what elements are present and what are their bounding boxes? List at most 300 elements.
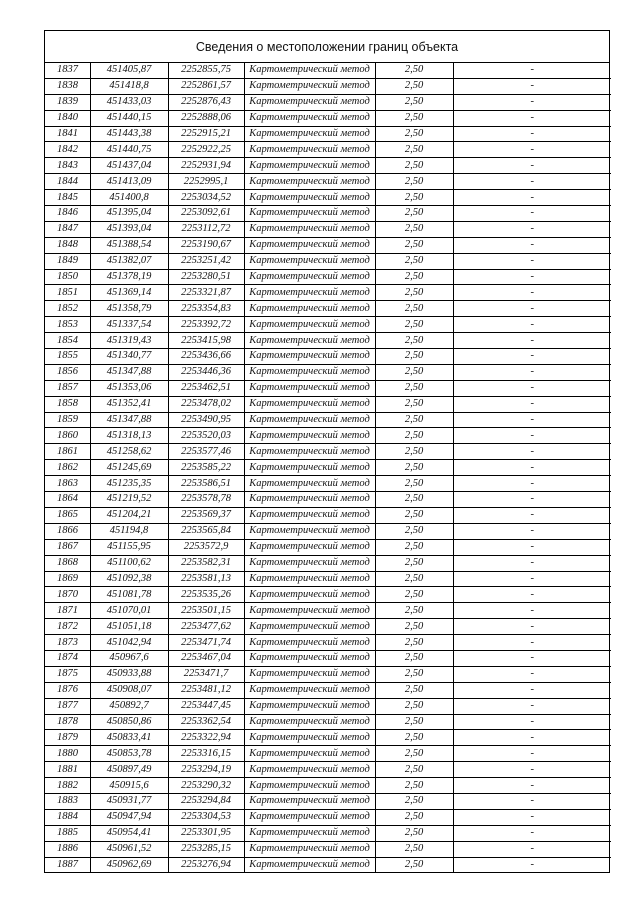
table-row [45, 682, 611, 698]
precision-cell: 2,50 [375, 507, 453, 523]
method-cell: Картометрический метод [244, 158, 375, 174]
table-row [45, 539, 611, 555]
x-coordinate-cell: 450892,7 [90, 698, 168, 714]
y-coordinate-cell: 2253565,84 [168, 523, 244, 539]
point-number-cell: 1880 [45, 746, 90, 762]
table-row [45, 206, 611, 222]
point-number-cell: 1863 [45, 476, 90, 492]
description-cell: - [453, 237, 611, 253]
precision-cell: 2,50 [375, 603, 453, 619]
method-cell: Картометрический метод [244, 253, 375, 269]
y-coordinate-cell: 2253321,87 [168, 285, 244, 301]
x-coordinate-cell: 451433,03 [90, 94, 168, 110]
y-coordinate-cell: 2253569,37 [168, 507, 244, 523]
precision-cell: 2,50 [375, 206, 453, 222]
point-number-cell: 1840 [45, 110, 90, 126]
point-number-cell: 1868 [45, 555, 90, 571]
precision-cell: 2,50 [375, 460, 453, 476]
description-cell: - [453, 190, 611, 206]
x-coordinate-cell: 451413,09 [90, 174, 168, 190]
precision-cell: 2,50 [375, 809, 453, 825]
table-row [45, 698, 611, 714]
method-cell: Картометрический метод [244, 190, 375, 206]
point-number-cell: 1871 [45, 603, 90, 619]
precision-cell: 2,50 [375, 317, 453, 333]
precision-cell: 2,50 [375, 412, 453, 428]
description-cell: - [453, 63, 611, 78]
x-coordinate-cell: 451393,04 [90, 221, 168, 237]
y-coordinate-cell: 2253447,45 [168, 698, 244, 714]
point-number-cell: 1881 [45, 762, 90, 778]
precision-cell: 2,50 [375, 142, 453, 158]
table-row [45, 63, 611, 78]
x-coordinate-cell: 451378,19 [90, 269, 168, 285]
x-coordinate-cell: 451042,94 [90, 635, 168, 651]
point-number-cell: 1885 [45, 825, 90, 841]
x-coordinate-cell: 450954,41 [90, 825, 168, 841]
table-row [45, 841, 611, 857]
method-cell: Картометрический метод [244, 539, 375, 555]
description-cell: - [453, 142, 611, 158]
y-coordinate-cell: 2253471,74 [168, 635, 244, 651]
method-cell: Картометрический метод [244, 174, 375, 190]
table-row [45, 142, 611, 158]
table-row [45, 412, 611, 428]
description-cell: - [453, 333, 611, 349]
x-coordinate-cell: 450915,6 [90, 778, 168, 794]
y-coordinate-cell: 2253294,84 [168, 793, 244, 809]
precision-cell: 2,50 [375, 635, 453, 651]
y-coordinate-cell: 2253112,72 [168, 221, 244, 237]
precision-cell: 2,50 [375, 158, 453, 174]
point-number-cell: 1864 [45, 492, 90, 508]
precision-cell: 2,50 [375, 94, 453, 110]
method-cell: Картометрический метод [244, 349, 375, 365]
description-cell: - [453, 539, 611, 555]
method-cell: Картометрический метод [244, 206, 375, 222]
table-row [45, 635, 611, 651]
description-cell: - [453, 571, 611, 587]
x-coordinate-cell: 451400,8 [90, 190, 168, 206]
method-cell: Картометрический метод [244, 333, 375, 349]
point-number-cell: 1882 [45, 778, 90, 794]
description-cell: - [453, 666, 611, 682]
x-coordinate-cell: 451352,41 [90, 396, 168, 412]
point-number-cell: 1844 [45, 174, 90, 190]
y-coordinate-cell: 2253354,83 [168, 301, 244, 317]
x-coordinate-cell: 451443,38 [90, 126, 168, 142]
table-row [45, 460, 611, 476]
x-coordinate-cell: 451347,88 [90, 412, 168, 428]
y-coordinate-cell: 2252855,75 [168, 63, 244, 78]
description-cell: - [453, 253, 611, 269]
precision-cell: 2,50 [375, 571, 453, 587]
point-number-cell: 1854 [45, 333, 90, 349]
precision-cell: 2,50 [375, 492, 453, 508]
description-cell: - [453, 793, 611, 809]
table-row [45, 492, 611, 508]
x-coordinate-cell: 451194,8 [90, 523, 168, 539]
table-row [45, 793, 611, 809]
table-row [45, 603, 611, 619]
method-cell: Картометрический метод [244, 587, 375, 603]
description-cell: - [453, 301, 611, 317]
y-coordinate-cell: 2253462,51 [168, 380, 244, 396]
description-cell: - [453, 412, 611, 428]
method-cell: Картометрический метод [244, 317, 375, 333]
x-coordinate-cell: 450931,77 [90, 793, 168, 809]
point-number-cell: 1845 [45, 190, 90, 206]
precision-cell: 2,50 [375, 428, 453, 444]
table-row [45, 619, 611, 635]
table-row [45, 237, 611, 253]
description-cell: - [453, 158, 611, 174]
x-coordinate-cell: 451204,21 [90, 507, 168, 523]
table-row [45, 476, 611, 492]
method-cell: Картометрический метод [244, 507, 375, 523]
description-cell: - [453, 269, 611, 285]
precision-cell: 2,50 [375, 126, 453, 142]
y-coordinate-cell: 2253251,42 [168, 253, 244, 269]
precision-cell: 2,50 [375, 587, 453, 603]
table-row [45, 364, 611, 380]
y-coordinate-cell: 2252931,94 [168, 158, 244, 174]
precision-cell: 2,50 [375, 523, 453, 539]
x-coordinate-cell: 451388,54 [90, 237, 168, 253]
x-coordinate-cell: 451437,04 [90, 158, 168, 174]
method-cell: Картометрический метод [244, 619, 375, 635]
method-cell: Картометрический метод [244, 460, 375, 476]
table-row [45, 762, 611, 778]
x-coordinate-cell: 451418,8 [90, 78, 168, 94]
description-cell: - [453, 857, 611, 872]
point-number-cell: 1839 [45, 94, 90, 110]
point-number-cell: 1848 [45, 237, 90, 253]
method-cell: Картометрический метод [244, 778, 375, 794]
x-coordinate-cell: 450897,49 [90, 762, 168, 778]
description-cell: - [453, 650, 611, 666]
description-cell: - [453, 619, 611, 635]
precision-cell: 2,50 [375, 237, 453, 253]
precision-cell: 2,50 [375, 110, 453, 126]
table-row [45, 825, 611, 841]
method-cell: Картометрический метод [244, 301, 375, 317]
y-coordinate-cell: 2253294,19 [168, 762, 244, 778]
x-coordinate-cell: 450967,6 [90, 650, 168, 666]
method-cell: Картометрический метод [244, 412, 375, 428]
x-coordinate-cell: 451081,78 [90, 587, 168, 603]
y-coordinate-cell: 2253301,95 [168, 825, 244, 841]
method-cell: Картометрический метод [244, 428, 375, 444]
method-cell: Картометрический метод [244, 63, 375, 78]
table-row [45, 666, 611, 682]
method-cell: Картометрический метод [244, 730, 375, 746]
table-row [45, 507, 611, 523]
description-cell: - [453, 635, 611, 651]
method-cell: Картометрический метод [244, 793, 375, 809]
x-coordinate-cell: 451092,38 [90, 571, 168, 587]
x-coordinate-cell: 451382,07 [90, 253, 168, 269]
method-cell: Картометрический метод [244, 762, 375, 778]
y-coordinate-cell: 2253477,62 [168, 619, 244, 635]
point-number-cell: 1841 [45, 126, 90, 142]
table-row [45, 126, 611, 142]
table-row [45, 555, 611, 571]
method-cell: Картометрический метод [244, 666, 375, 682]
x-coordinate-cell: 451100,62 [90, 555, 168, 571]
description-cell: - [453, 94, 611, 110]
y-coordinate-cell: 2253446,36 [168, 364, 244, 380]
method-cell: Картометрический метод [244, 444, 375, 460]
description-cell: - [453, 444, 611, 460]
method-cell: Картометрический метод [244, 94, 375, 110]
x-coordinate-cell: 451219,52 [90, 492, 168, 508]
y-coordinate-cell: 2253304,53 [168, 809, 244, 825]
precision-cell: 2,50 [375, 444, 453, 460]
table-row [45, 333, 611, 349]
point-number-cell: 1852 [45, 301, 90, 317]
x-coordinate-cell: 450962,69 [90, 857, 168, 872]
description-cell: - [453, 221, 611, 237]
y-coordinate-cell: 2253577,46 [168, 444, 244, 460]
table-row [45, 285, 611, 301]
table-row [45, 730, 611, 746]
point-number-cell: 1869 [45, 571, 90, 587]
description-cell: - [453, 396, 611, 412]
description-cell: - [453, 317, 611, 333]
y-coordinate-cell: 2253585,22 [168, 460, 244, 476]
x-coordinate-cell: 451340,77 [90, 349, 168, 365]
method-cell: Картометрический метод [244, 809, 375, 825]
table-row [45, 571, 611, 587]
y-coordinate-cell: 2253316,15 [168, 746, 244, 762]
table-row [45, 301, 611, 317]
table-row [45, 857, 611, 872]
method-cell: Картометрический метод [244, 682, 375, 698]
point-number-cell: 1861 [45, 444, 90, 460]
description-cell: - [453, 460, 611, 476]
x-coordinate-cell: 451051,18 [90, 619, 168, 635]
x-coordinate-cell: 450853,78 [90, 746, 168, 762]
x-coordinate-cell: 451440,15 [90, 110, 168, 126]
method-cell: Картометрический метод [244, 221, 375, 237]
precision-cell: 2,50 [375, 364, 453, 380]
x-coordinate-cell: 451070,01 [90, 603, 168, 619]
table-row [45, 110, 611, 126]
precision-cell: 2,50 [375, 714, 453, 730]
point-number-cell: 1857 [45, 380, 90, 396]
precision-cell: 2,50 [375, 666, 453, 682]
x-coordinate-cell: 451405,87 [90, 63, 168, 78]
point-number-cell: 1862 [45, 460, 90, 476]
description-cell: - [453, 762, 611, 778]
method-cell: Картометрический метод [244, 650, 375, 666]
precision-cell: 2,50 [375, 762, 453, 778]
description-cell: - [453, 507, 611, 523]
table-row [45, 190, 611, 206]
precision-cell: 2,50 [375, 555, 453, 571]
table-row [45, 523, 611, 539]
y-coordinate-cell: 2253034,52 [168, 190, 244, 206]
x-coordinate-cell: 451337,54 [90, 317, 168, 333]
x-coordinate-cell: 451347,88 [90, 364, 168, 380]
point-number-cell: 1860 [45, 428, 90, 444]
x-coordinate-cell: 451155,95 [90, 539, 168, 555]
precision-cell: 2,50 [375, 539, 453, 555]
method-cell: Картометрический метод [244, 635, 375, 651]
table-title: Сведения о местоположении границ объекта [45, 31, 609, 63]
description-cell: - [453, 730, 611, 746]
description-cell: - [453, 778, 611, 794]
method-cell: Картометрический метод [244, 237, 375, 253]
y-coordinate-cell: 2253436,66 [168, 349, 244, 365]
x-coordinate-cell: 451245,69 [90, 460, 168, 476]
point-number-cell: 1865 [45, 507, 90, 523]
table-row [45, 778, 611, 794]
x-coordinate-cell: 450850,86 [90, 714, 168, 730]
method-cell: Картометрический метод [244, 285, 375, 301]
method-cell: Картометрический метод [244, 364, 375, 380]
x-coordinate-cell: 451353,06 [90, 380, 168, 396]
point-number-cell: 1883 [45, 793, 90, 809]
method-cell: Картометрический метод [244, 78, 375, 94]
point-number-cell: 1850 [45, 269, 90, 285]
y-coordinate-cell: 2253415,98 [168, 333, 244, 349]
description-cell: - [453, 587, 611, 603]
y-coordinate-cell: 2253586,51 [168, 476, 244, 492]
description-cell: - [453, 476, 611, 492]
description-cell: - [453, 809, 611, 825]
table-row [45, 349, 611, 365]
point-number-cell: 1867 [45, 539, 90, 555]
table-row [45, 253, 611, 269]
precision-cell: 2,50 [375, 380, 453, 396]
precision-cell: 2,50 [375, 619, 453, 635]
boundary-table-sheet [44, 30, 610, 873]
y-coordinate-cell: 2253490,95 [168, 412, 244, 428]
description-cell: - [453, 603, 611, 619]
description-cell: - [453, 110, 611, 126]
description-cell: - [453, 285, 611, 301]
table-row [45, 380, 611, 396]
method-cell: Картометрический метод [244, 142, 375, 158]
table-row [45, 317, 611, 333]
method-cell: Картометрический метод [244, 825, 375, 841]
point-number-cell: 1843 [45, 158, 90, 174]
y-coordinate-cell: 2252922,25 [168, 142, 244, 158]
precision-cell: 2,50 [375, 778, 453, 794]
point-number-cell: 1876 [45, 682, 90, 698]
precision-cell: 2,50 [375, 650, 453, 666]
description-cell: - [453, 682, 611, 698]
point-number-cell: 1856 [45, 364, 90, 380]
precision-cell: 2,50 [375, 746, 453, 762]
precision-cell: 2,50 [375, 285, 453, 301]
x-coordinate-cell: 450947,94 [90, 809, 168, 825]
description-cell: - [453, 206, 611, 222]
y-coordinate-cell: 2253520,03 [168, 428, 244, 444]
description-cell: - [453, 555, 611, 571]
point-number-cell: 1837 [45, 63, 90, 78]
point-number-cell: 1846 [45, 206, 90, 222]
y-coordinate-cell: 2253578,78 [168, 492, 244, 508]
description-cell: - [453, 746, 611, 762]
y-coordinate-cell: 2253501,15 [168, 603, 244, 619]
method-cell: Картометрический метод [244, 396, 375, 412]
y-coordinate-cell: 2252876,43 [168, 94, 244, 110]
table-row [45, 587, 611, 603]
point-number-cell: 1858 [45, 396, 90, 412]
point-number-cell: 1870 [45, 587, 90, 603]
point-number-cell: 1874 [45, 650, 90, 666]
x-coordinate-cell: 451395,04 [90, 206, 168, 222]
precision-cell: 2,50 [375, 682, 453, 698]
method-cell: Картометрический метод [244, 841, 375, 857]
table-row [45, 746, 611, 762]
method-cell: Картометрический метод [244, 698, 375, 714]
precision-cell: 2,50 [375, 301, 453, 317]
table-row [45, 444, 611, 460]
point-number-cell: 1842 [45, 142, 90, 158]
table-row [45, 714, 611, 730]
table-row [45, 158, 611, 174]
point-number-cell: 1847 [45, 221, 90, 237]
x-coordinate-cell: 451440,75 [90, 142, 168, 158]
precision-cell: 2,50 [375, 190, 453, 206]
precision-cell: 2,50 [375, 221, 453, 237]
point-number-cell: 1878 [45, 714, 90, 730]
description-cell: - [453, 364, 611, 380]
method-cell: Картометрический метод [244, 492, 375, 508]
precision-cell: 2,50 [375, 63, 453, 78]
table-row [45, 269, 611, 285]
x-coordinate-cell: 451358,79 [90, 301, 168, 317]
precision-cell: 2,50 [375, 825, 453, 841]
point-number-cell: 1849 [45, 253, 90, 269]
y-coordinate-cell: 2253581,13 [168, 571, 244, 587]
point-number-cell: 1838 [45, 78, 90, 94]
x-coordinate-cell: 451318,13 [90, 428, 168, 444]
method-cell: Картометрический метод [244, 857, 375, 872]
y-coordinate-cell: 2253572,9 [168, 539, 244, 555]
precision-cell: 2,50 [375, 396, 453, 412]
y-coordinate-cell: 2253478,02 [168, 396, 244, 412]
description-cell: - [453, 78, 611, 94]
y-coordinate-cell: 2253481,12 [168, 682, 244, 698]
point-number-cell: 1855 [45, 349, 90, 365]
description-cell: - [453, 174, 611, 190]
point-number-cell: 1859 [45, 412, 90, 428]
x-coordinate-cell: 451369,14 [90, 285, 168, 301]
point-number-cell: 1887 [45, 857, 90, 872]
description-cell: - [453, 825, 611, 841]
y-coordinate-cell: 2252995,1 [168, 174, 244, 190]
method-cell: Картометрический метод [244, 126, 375, 142]
point-number-cell: 1851 [45, 285, 90, 301]
point-number-cell: 1884 [45, 809, 90, 825]
method-cell: Картометрический метод [244, 380, 375, 396]
precision-cell: 2,50 [375, 793, 453, 809]
y-coordinate-cell: 2253276,94 [168, 857, 244, 872]
method-cell: Картометрический метод [244, 269, 375, 285]
description-cell: - [453, 523, 611, 539]
table-row [45, 396, 611, 412]
description-cell: - [453, 349, 611, 365]
x-coordinate-cell: 450833,41 [90, 730, 168, 746]
y-coordinate-cell: 2252915,21 [168, 126, 244, 142]
method-cell: Картометрический метод [244, 603, 375, 619]
x-coordinate-cell: 451258,62 [90, 444, 168, 460]
